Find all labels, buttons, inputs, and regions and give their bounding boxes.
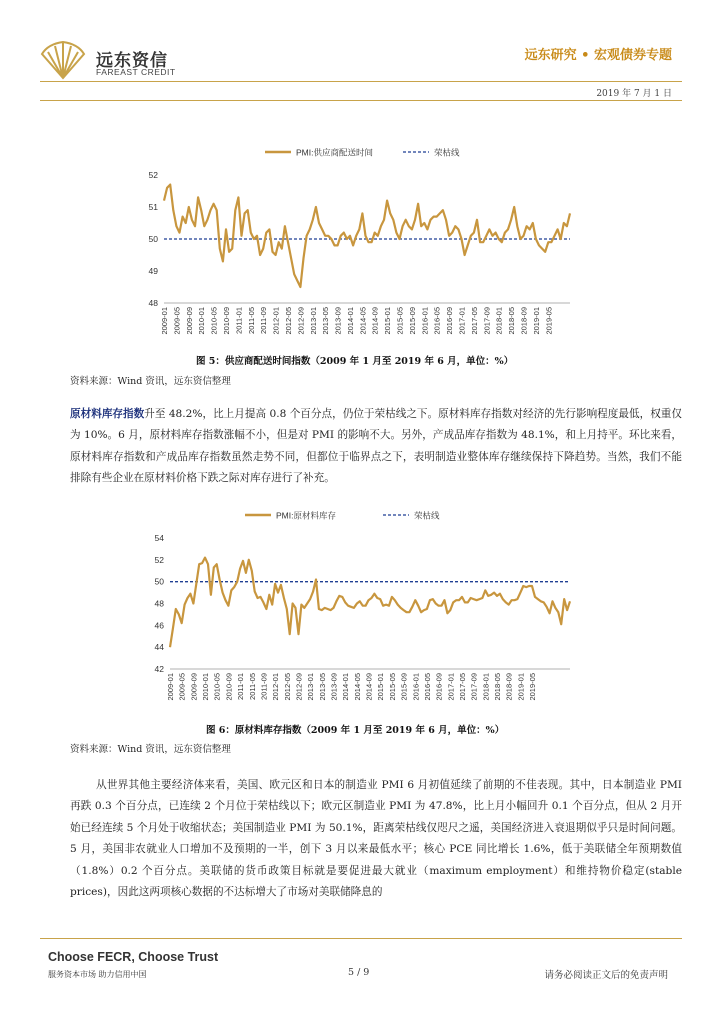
x-tick-label: 2009-01 (166, 673, 175, 701)
x-tick-label-group (272, 307, 281, 335)
x-tick-label: 2009-01 (160, 307, 169, 335)
y-tick-label: 48 (154, 598, 164, 609)
x-tick-label: 2010-09 (224, 673, 234, 701)
x-tick-label: 2015-01 (383, 307, 393, 335)
x-tick-label-group (341, 673, 350, 701)
x-tick-label: 2012-05 (282, 673, 292, 701)
header (0, 0, 724, 100)
x-tick-label: 2019-01 (531, 307, 541, 335)
y-tick-label: 50 (148, 234, 158, 244)
legend-label-threshold: 荣枯线 (414, 510, 440, 521)
x-tick-label-group (507, 307, 516, 335)
paragraph1-text: 升至 48.2%，比上月提高 0.8 个百分点，仍位于荣枯线之下。原材料库存指数对经济的先行影响程度最低，权重仅为 10%。6 月，原材料库存指数涨幅不小，但是对 PMI 的影响不大。另外，产成品库存指数为 48.1%，和上月持平。环比来看，原材料库存指数和产成品库存指数虽然走势不同，但都位于临界点之下，表明制造业整体库存继续保持下降趋势。当然，我们不能排除有些企业在原材料价格下跌之际对库存进行了补充。 (70, 408, 682, 485)
x-tick-label: 2014-01 (341, 673, 351, 701)
x-tick-label: 2010-05 (212, 673, 222, 701)
x-tick-label: 2009-09 (184, 307, 194, 335)
x-tick-label: 2017-05 (457, 673, 467, 701)
x-tick-label-group (520, 307, 529, 335)
x-tick-label-group (532, 307, 541, 335)
keyword-raw-material-inventory: 原材料库存指数 (70, 408, 145, 420)
x-tick-label-group (544, 307, 553, 335)
x-tick-label: 2011-09 (259, 307, 269, 334)
x-tick-label-group (388, 673, 397, 701)
x-tick-label: 2019-05 (544, 307, 554, 335)
x-tick-label: 2018-01 (481, 673, 491, 701)
x-tick-label: 2010-01 (201, 673, 211, 701)
x-tick-label-group (224, 673, 233, 701)
x-tick-label-group (321, 307, 330, 335)
x-tick-label-group (411, 673, 420, 701)
x-tick-label: 2014-05 (352, 673, 362, 701)
x-tick-label-group (423, 673, 432, 701)
x-tick-label: 2010-01 (197, 307, 207, 335)
y-tick-label: 52 (154, 554, 164, 565)
x-tick-label-group (172, 307, 181, 335)
footer-slogan: 服务资本市场 助力信用中国 (48, 970, 147, 979)
x-tick-label-group (294, 673, 303, 701)
chart-supplier-delivery-time (150, 140, 590, 348)
x-tick-label-group (160, 307, 169, 335)
x-tick-label: 2013-09 (329, 673, 339, 701)
x-tick-label-group (271, 673, 280, 701)
x-tick-label: 2011-01 (234, 307, 244, 334)
x-tick-label: 2010-05 (209, 307, 219, 335)
x-tick-label: 2010-09 (221, 307, 231, 335)
x-tick-label-group (435, 673, 444, 701)
y-tick-label: 44 (154, 642, 164, 653)
x-tick-label-group (482, 307, 491, 335)
x-tick-label: 2015-09 (399, 673, 409, 701)
chart-raw-material-inventory (150, 506, 590, 716)
x-tick-label: 2012-01 (271, 307, 281, 335)
y-tick-label: 52 (148, 170, 158, 180)
series-line (170, 558, 570, 648)
x-tick-label-group (296, 307, 305, 335)
x-tick-label: 2013-01 (306, 673, 316, 701)
x-tick-label-group (247, 307, 256, 334)
x-tick-label-group (458, 307, 467, 335)
x-tick-label-group (259, 673, 268, 700)
x-tick-label: 2012-01 (271, 673, 281, 701)
x-tick-label: 2009-05 (177, 673, 187, 701)
x-tick-label-group (210, 307, 219, 335)
y-tick-label: 48 (148, 298, 158, 308)
paragraph2-text: 从世界其他主要经济体来看，美国、欧元区和日本的制造业 PMI 6 月初值延续了前期的不佳表现。其中，日本制造业 PMI 再跌 0.3 个百分点，已连续 2 个月位于荣枯线以下；欧元区制造业 PMI 为 47.8%，比上月小幅回升 0.1 个百分点，但从 2 月开始已经连续 5 个月处于收缩状态；美国制造业 PMI 为 50.1%，距离荣枯线仅咫尺之遥，美国经济进入衰退期似乎只是时间问题。5 月，美国非农就业人口增加不及预期的一半，创下 3 月以来最低水平；核心 PCE 同比增长 1.6%，低于美联储全年预期数值（1.8%）0.2 个百分点。美联储的货币政策目标就是要促进最大就业（maximum employment）和维持物价稳定(stable prices)，因此这两项核心数据的不达标增大了市场对美联储降息的 (70, 779, 682, 899)
figure6-source: 资料来源：Wind 资讯，远东资信整理 (70, 744, 231, 755)
header-divider (40, 81, 682, 82)
x-tick-label-group (495, 307, 504, 335)
x-tick-label: 2014-09 (370, 307, 380, 335)
x-tick-label-group (528, 673, 537, 701)
figure5-caption: 图 5：供应商配送时间指数（2009 年 1 月至 2019 年 6 月，单位：%） (196, 356, 514, 367)
x-tick-label: 2017-09 (469, 673, 479, 701)
x-tick-label: 2016-09 (434, 673, 444, 701)
x-tick-label-group (400, 673, 409, 701)
x-tick-label-group (236, 673, 245, 700)
x-tick-label-group (259, 307, 268, 334)
x-tick-label-group (306, 673, 315, 701)
y-tick-label: 46 (154, 620, 164, 631)
x-tick-label-group (445, 307, 454, 335)
x-tick-label-group (358, 307, 367, 335)
x-tick-label-group (185, 307, 194, 335)
x-tick-label-group (433, 307, 442, 335)
figure6-caption: 图 6：原材料库存指数（2009 年 1 月至 2019 年 6 月，单位：%） (206, 725, 505, 736)
x-tick-label-group (234, 307, 243, 334)
x-tick-label: 2011-01 (236, 673, 246, 700)
x-tick-label: 2013-01 (308, 307, 318, 335)
x-tick-label: 2019-01 (516, 673, 526, 701)
series-line (164, 185, 570, 287)
x-tick-label-group (346, 307, 355, 335)
x-tick-label-group (470, 673, 479, 701)
y-tick-label: 51 (148, 202, 158, 212)
x-tick-label: 2015-05 (395, 307, 405, 335)
x-tick-label: 2018-09 (519, 307, 529, 335)
x-tick-label: 2009-09 (189, 673, 199, 701)
x-tick-label: 2017-01 (457, 307, 467, 335)
footer-divider (40, 938, 682, 939)
x-tick-label: 2016-05 (422, 673, 432, 701)
x-tick-label-group (213, 673, 222, 701)
figure5-source: 资料来源：Wind 资讯，远东资信整理 (70, 376, 231, 387)
x-tick-label-group (178, 673, 187, 701)
disclaimer-notice: 请务必阅读正文后的免责声明 (544, 970, 668, 981)
x-tick-label: 2018-09 (504, 673, 514, 701)
x-tick-label: 2016-05 (432, 307, 442, 335)
x-tick-label-group (470, 307, 479, 335)
x-tick-label-group (481, 673, 490, 701)
x-tick-label-group (334, 307, 343, 335)
logo-en: FAREAST CREDIT (96, 67, 176, 77)
x-tick-label: 2018-01 (494, 307, 504, 335)
chart-legend (265, 148, 460, 158)
x-tick-label-group (505, 673, 514, 701)
x-tick-label: 2014-01 (345, 307, 355, 335)
x-tick-label: 2017-01 (446, 673, 456, 701)
x-tick-label-group (189, 673, 198, 701)
footer-brand: Choose FECR, Choose Trust (48, 950, 219, 964)
x-tick-label: 2011-05 (247, 673, 257, 700)
x-tick-label: 2018-05 (507, 307, 517, 335)
x-tick-label: 2016-01 (411, 673, 421, 701)
x-tick-label-group (408, 307, 417, 335)
x-tick-label-group (330, 673, 339, 701)
x-tick-label-group (166, 673, 175, 701)
x-tick-label-group (420, 307, 429, 335)
x-tick-label-group (383, 307, 392, 335)
x-tick-label: 2017-05 (469, 307, 479, 335)
x-tick-label: 2015-09 (407, 307, 417, 335)
x-tick-label-group (201, 673, 210, 701)
chart-legend (245, 511, 440, 521)
x-tick-label: 2014-09 (364, 673, 374, 701)
fareast-shell-logo-icon (40, 40, 86, 80)
x-tick-label: 2015-01 (376, 673, 386, 701)
x-tick-label-group (283, 673, 292, 701)
x-tick-label-group (309, 307, 318, 335)
x-tick-label-group (197, 307, 206, 335)
legend-label-threshold: 荣枯线 (434, 147, 460, 158)
x-tick-label-group (248, 673, 257, 700)
x-tick-label: 2016-01 (420, 307, 430, 335)
y-tick-label: 50 (154, 576, 164, 587)
x-tick-label-group (493, 673, 502, 701)
paragraph-raw-material-inventory (70, 404, 682, 490)
x-tick-label: 2015-05 (387, 673, 397, 701)
x-tick-label: 2017-09 (482, 307, 492, 335)
report-date: 2019 年 7 月 1 日 (596, 89, 672, 99)
legend-label-series: PMI:供应商配送时间 (296, 147, 373, 158)
logo-cn: 远东资信 (96, 51, 168, 70)
x-tick-label: 2013-09 (333, 307, 343, 335)
x-tick-label-group (353, 673, 362, 701)
legend-label-series: PMI:原材料库存 (276, 510, 336, 521)
x-tick-label: 2019-05 (528, 673, 538, 701)
x-tick-label-group (458, 673, 467, 701)
report-series-title: 远东研究 • 宏观债券专题 (524, 48, 672, 63)
x-tick-label-group (284, 307, 293, 335)
x-tick-label: 2013-05 (317, 673, 327, 701)
x-tick-label: 2012-05 (283, 307, 293, 335)
x-tick-label-group (396, 307, 405, 335)
x-tick-label: 2013-05 (321, 307, 331, 335)
y-tick-label: 42 (154, 664, 164, 674)
x-tick-label-group (516, 673, 525, 701)
paragraph-other-economies (70, 775, 682, 903)
x-tick-label-group (371, 307, 380, 335)
x-tick-label-group (446, 673, 455, 701)
x-tick-label-group (222, 307, 231, 335)
y-tick-label: 49 (148, 266, 158, 276)
x-tick-label: 2012-09 (294, 673, 304, 701)
x-tick-label-group (376, 673, 385, 701)
x-tick-label: 2018-05 (493, 673, 503, 701)
x-tick-label: 2016-09 (445, 307, 455, 335)
x-tick-label-group (318, 673, 327, 701)
x-tick-label-group (365, 673, 374, 701)
header-divider-2 (40, 100, 682, 101)
x-tick-label: 2014-05 (358, 307, 368, 335)
y-tick-label: 54 (154, 533, 164, 543)
x-tick-label: 2009-05 (172, 307, 182, 335)
page-number: 5 / 9 (348, 967, 370, 978)
x-tick-label: 2011-09 (259, 673, 269, 700)
x-tick-label: 2011-05 (246, 307, 256, 334)
x-tick-label: 2012-09 (296, 307, 306, 335)
